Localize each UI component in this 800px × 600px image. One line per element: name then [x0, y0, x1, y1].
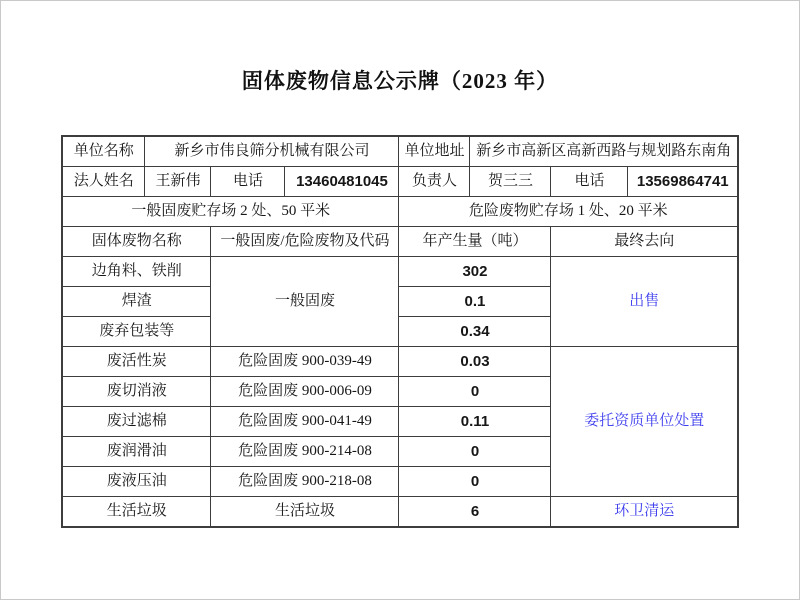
general-storage-text: 一般固废贮存场 2 处、50 平米: [62, 197, 399, 227]
waste-type-code: 危险固废 900-041-49: [211, 407, 399, 437]
phone2-value: 13569864741: [628, 167, 738, 197]
waste-dest-hazardous: 委托资质单位处置: [551, 347, 738, 497]
manager-value: 贺三三: [470, 167, 551, 197]
waste-type-code: 危险固废 900-039-49: [211, 347, 399, 377]
phone2-label: 电话: [551, 167, 628, 197]
phone1-label: 电话: [211, 167, 285, 197]
waste-name: 废润滑油: [62, 437, 211, 467]
waste-name: 废弃包装等: [62, 317, 211, 347]
unit-name-label: 单位名称: [62, 136, 145, 167]
waste-amount: 0: [399, 467, 551, 497]
waste-amount: 0.11: [399, 407, 551, 437]
waste-notice-table: [61, 135, 739, 528]
legal-person-value: 王新伟: [145, 167, 211, 197]
unit-address-label: 单位地址: [399, 136, 470, 167]
waste-type-code: 危险固废 900-006-09: [211, 377, 399, 407]
waste-dest-general: 出售: [551, 257, 738, 347]
header-waste-type: 一般固废/危险废物及代码: [211, 227, 399, 257]
header-waste-amount: 年产生量（吨）: [399, 227, 551, 257]
row-storage: [62, 197, 738, 227]
page-title: 固体废物信息公示牌（2023 年）: [241, 69, 559, 93]
phone1-value: 13460481045: [285, 167, 399, 197]
waste-name: 生活垃圾: [62, 497, 211, 528]
row-contacts: [62, 167, 738, 197]
waste-amount: 0: [399, 377, 551, 407]
waste-amount: 0.34: [399, 317, 551, 347]
unit-name-value: 新乡市伟良筛分机械有限公司: [145, 136, 399, 167]
waste-name: 边角料、铁削: [62, 257, 211, 287]
unit-address-value: 新乡市高新区高新西路与规划路东南角: [470, 136, 738, 167]
waste-amount: 0.1: [399, 287, 551, 317]
waste-amount: 0: [399, 437, 551, 467]
header-waste-dest: 最终去向: [551, 227, 738, 257]
waste-name: 废液压油: [62, 467, 211, 497]
waste-type-general: 一般固废: [211, 257, 399, 347]
header-waste-name: 固体废物名称: [62, 227, 211, 257]
legal-person-label: 法人姓名: [62, 167, 145, 197]
waste-type-domestic: 生活垃圾: [211, 497, 399, 528]
waste-dest-domestic: 环卫清运: [551, 497, 738, 528]
hazard-storage-text: 危险废物贮存场 1 处、20 平米: [399, 197, 738, 227]
waste-amount: 0.03: [399, 347, 551, 377]
waste-name: 焊渣: [62, 287, 211, 317]
table-row: [62, 257, 738, 287]
waste-amount: 6: [399, 497, 551, 528]
waste-type-code: 危险固废 900-218-08: [211, 467, 399, 497]
waste-amount: 302: [399, 257, 551, 287]
waste-name: 废过滤棉: [62, 407, 211, 437]
row-waste-header: [62, 227, 738, 257]
manager-label: 负责人: [399, 167, 470, 197]
waste-name: 废活性炭: [62, 347, 211, 377]
row-unit-info: [62, 136, 738, 167]
waste-type-code: 危险固废 900-214-08: [211, 437, 399, 467]
table-row: [62, 347, 738, 377]
waste-name: 废切消液: [62, 377, 211, 407]
table-row: [62, 497, 738, 528]
